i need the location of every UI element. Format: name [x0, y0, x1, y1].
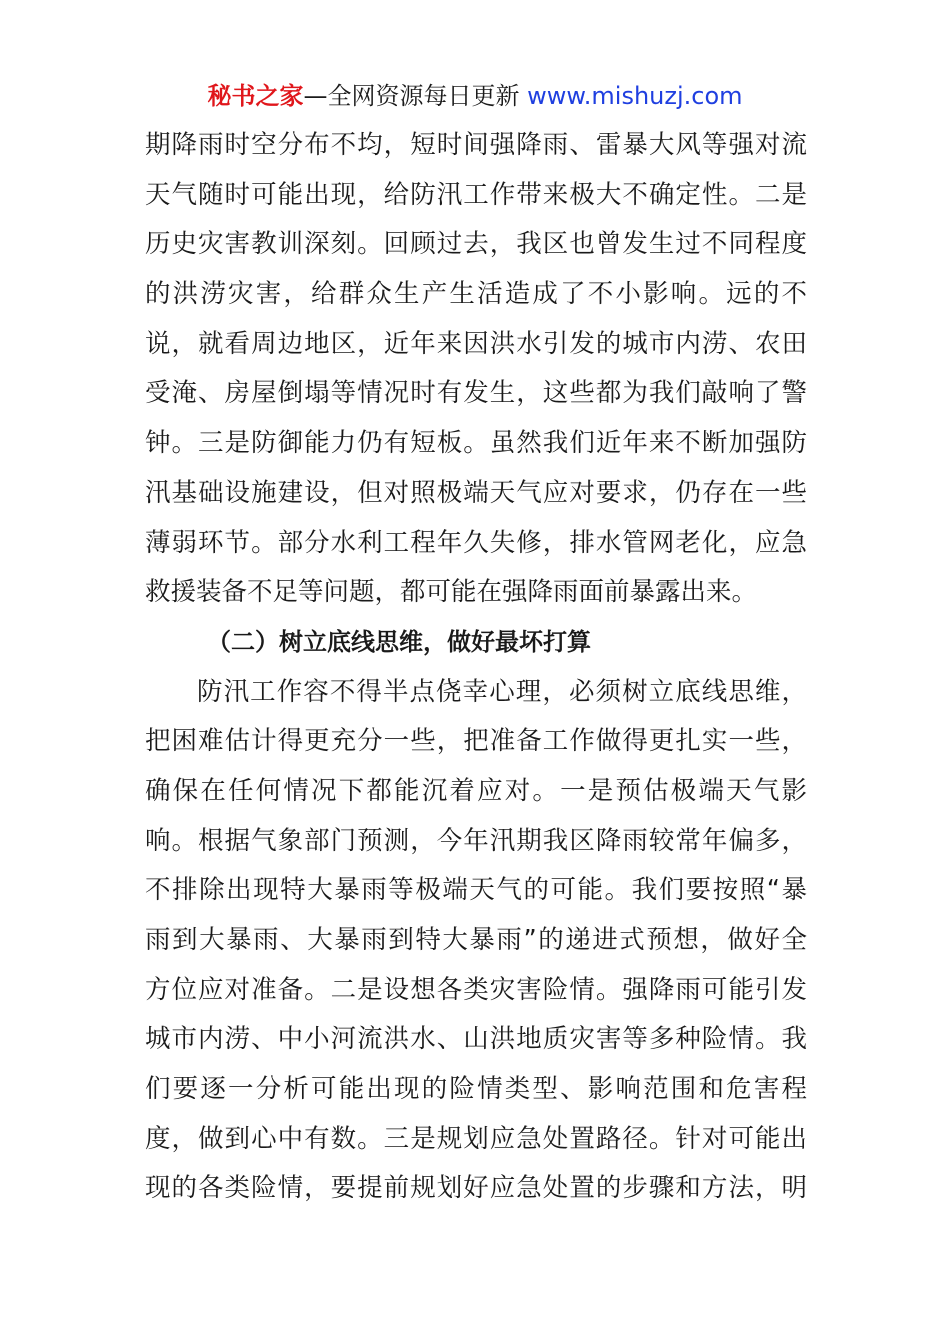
text-line: 汛基础设施建设，但对照极端天气应对要求，仍存在一些 — [145, 477, 807, 508]
text-line: 现的各类险情，要提前规划好应急处置的步骤和方法，明 — [145, 1173, 807, 1204]
text-line: 天气随时可能出现，给防汛工作带来极大不确定性。二是 — [145, 179, 807, 210]
page-header — [0, 78, 950, 114]
text-line: 响。根据气象部门预测，今年汛期我区降雨较常年偏多， — [145, 825, 807, 856]
text-line: 确保在任何情况下都能沉着应对。一是预估极端天气影 — [145, 775, 807, 806]
text-line: 雨到大暴雨、大暴雨到特大暴雨”的递进式预想，做好全 — [145, 925, 807, 955]
text-line: 城市内涝、中小河流洪水、山洪地质灾害等多种险情。我 — [145, 1024, 807, 1055]
section-heading: （二）树立底线思维，做好最坏打算 — [207, 627, 591, 656]
header-tagline: —全网资源每日更新 — [303, 82, 528, 110]
text-line: 度，做到心中有数。三是规划应急处置路径。针对可能出 — [145, 1123, 807, 1154]
text-line: 钟。三是防御能力仍有短板。虽然我们近年来不断加强防 — [145, 428, 807, 459]
site-url[interactable]: www.mishuzj.com — [527, 82, 743, 110]
document-body — [145, 121, 807, 1214]
text-line: 历史灾害教训深刻。回顾过去，我区也曾发生过不同程度 — [145, 229, 807, 260]
text-line: 的洪涝灾害，给群众生产生活造成了不小影响。远的不 — [145, 279, 807, 310]
text-line: 不排除出现特大暴雨等极端天气的可能。我们要按照“暴 — [145, 875, 807, 906]
brand-name: 秘书之家 — [207, 82, 304, 110]
text-line: 们要逐一分析可能出现的险情类型、影响范围和危害程 — [145, 1074, 807, 1105]
text-line: 说，就看周边地区，近年来因洪水引发的城市内涝、农田 — [145, 328, 807, 359]
text-line: 期降雨时空分布不均，短时间强降雨、雷暴大风等强对流 — [145, 130, 807, 160]
text-line: 把困难估计得更充分一些，把准备工作做得更扎实一些， — [145, 726, 807, 757]
text-line: 受淹、房屋倒塌等情况时有发生，这些都为我们敲响了警 — [145, 378, 807, 409]
text-line: 方位应对准备。二是设想各类灾害险情。强降雨可能引发 — [145, 974, 807, 1005]
text-line: 防汛工作容不得半点侥幸心理，必须树立底线思维， — [197, 676, 807, 707]
text-line: 救援装备不足等问题，都可能在强降雨面前暴露出来。 — [145, 577, 758, 608]
text-line: 薄弱环节。部分水利工程年久失修，排水管网老化，应急 — [145, 527, 807, 558]
